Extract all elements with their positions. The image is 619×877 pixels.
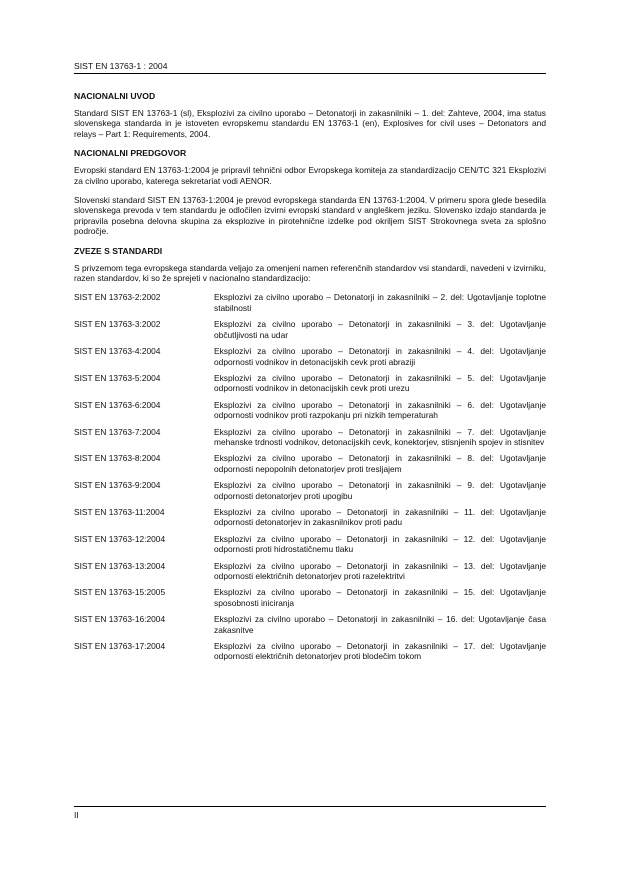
heading-zveze-s-standardi: ZVEZE S STANDARDI xyxy=(74,245,163,256)
reference-description: Eksplozivi za civilno uporabo – Detonatorji in zakasnilniki – 2. del: Ugotavljanje toplotne stabilnosti xyxy=(214,292,546,313)
reference-description: Eksplozivi za civilno uporabo – Detonatorji in zakasnilniki – 5. del: Ugotavljanje odpornosti vodnikov in detonacijskih cevk proti urezu xyxy=(214,372,546,394)
reference-code: SIST EN 13763-6:2004 xyxy=(74,399,161,410)
reference-description: Eksplozivi za civilno uporabo – Detonatorji in zakasnilniki – 17. del: Ugotavljanje odpornosti električnih detonatorjev proti blodečim tokom xyxy=(214,641,546,662)
reference-code: SIST EN 13763-9:2004 xyxy=(74,480,161,491)
reference-description: Eksplozivi za civilno uporabo – Detonatorji in zakasnilniki – 13. del: Ugotavljanje odpornosti električnih detonatorjev proti razelektritvi xyxy=(214,560,546,581)
reference-description: Eksplozivi za civilno uporabo – Detonatorji in zakasnilniki – 8. del: Ugotavljanje odpornosti nepopolnih detonatorjev proti tresljajem xyxy=(214,453,546,474)
heading-nacionalni-uvod: NACIONALNI UVOD xyxy=(74,91,156,101)
reference-row xyxy=(74,480,546,501)
reference-code: SIST EN 13763-11:2004 xyxy=(74,506,165,517)
reference-row xyxy=(74,507,546,528)
reference-row xyxy=(74,561,546,582)
reference-description: Eksplozivi za civilno uporabo – Detonatorji in zakasnilniki – 3. del: Ugotavljanje občutljivosti na udar xyxy=(214,319,546,340)
reference-code: SIST EN 13763-15:2005 xyxy=(74,587,166,598)
reference-description: Eksplozivi za civilno uporabo – Detonatorji in zakasnilniki – 16. del: Ugotavljanje časa zakasnitve xyxy=(214,614,546,635)
reference-description: Eksplozivi za civilno uporabo – Detonatorji in zakasnilniki – 4. del: Ugotavljanje odpornosti vodnikov in detonacijskih cevk proti abraziji xyxy=(214,346,546,367)
reference-code: SIST EN 13763-12:2004 xyxy=(74,533,166,544)
reference-row xyxy=(74,373,546,394)
reference-description: Eksplozivi za civilno uporabo – Detonatorji in zakasnilniki – 12. del: Ugotavljanje odpornosti proti hidrostatičnemu tlaku xyxy=(214,533,546,555)
reference-description: Eksplozivi za civilno uporabo – Detonatorji in zakasnilniki – 15. del: Ugotavljanje sposobnosti iniciranja xyxy=(214,587,546,608)
reference-code: SIST EN 13763-8:2004 xyxy=(74,453,161,464)
reference-row xyxy=(74,453,546,474)
reference-description: Eksplozivi za civilno uporabo – Detonatorji in zakasnilniki – 6. del: Ugotavljanje odpornosti vodnikov proti razpokanju pri nizkih temperaturah xyxy=(214,399,546,421)
reference-description: Eksplozivi za civilno uporabo – Detonatorji in zakasnilniki – 9. del: Ugotavljanje odpornosti detonatorjev proti upogibu xyxy=(214,480,546,501)
reference-row xyxy=(74,614,546,635)
reference-row xyxy=(74,534,546,555)
document-id: SIST EN 13763-1 : 2004 xyxy=(74,61,168,71)
reference-description: Eksplozivi za civilno uporabo – Detonatorji in zakasnilniki – 11. del: Ugotavljanje odpornosti detonatorjev in zakasnilnikov proti padu xyxy=(214,506,546,528)
reference-code: SIST EN 13763-4:2004 xyxy=(74,346,161,357)
reference-code: SIST EN 13763-13:2004 xyxy=(74,560,166,571)
reference-list xyxy=(74,292,546,661)
paragraph-predgovor-1: Evropski standard EN 13763-1:2004 je pripravil tehnični odbor Evropskega komiteja za standardizacijo CEN/TC 321 Eksplozivi za civilno uporabo, katerega sekretariat vodi AENOR. xyxy=(74,165,546,186)
reference-row xyxy=(74,346,546,367)
reference-code: SIST EN 13763-17:2004 xyxy=(74,641,166,652)
reference-code: SIST EN 13763-5:2004 xyxy=(74,372,161,383)
reference-row xyxy=(74,641,546,662)
page-content xyxy=(74,91,546,668)
reference-row xyxy=(74,400,546,421)
reference-description: Eksplozivi za civilno uporabo – Detonatorji in zakasnilniki – 7. del: Ugotavljanje mehanske trdnosti vodnikov, detonacijskih cevk, konektorjev, stisnjenih spojev in stisnitev xyxy=(214,426,546,447)
reference-row xyxy=(74,292,546,313)
reference-code: SIST EN 13763-2:2002 xyxy=(74,292,161,303)
page-number: II xyxy=(74,810,79,820)
reference-code: SIST EN 13763-16:2004 xyxy=(74,614,166,625)
header-divider xyxy=(74,73,546,74)
reference-row xyxy=(74,319,546,340)
paragraph-predgovor-2: Slovenski standard SIST EN 13763-1:2004 je prevod evropskega standarda EN 13763-1:2004. V primeru spora glede besedila slovenskega prevoda v tem standardu je odločilen izvirni evropski standard v angleškem jeziku. Slovensko izdajo standarda je pripravila posebna delovna skupina za eksplozive in pirotehnične izdelke pod okriljem SIST Strokovnega sveta za splošno področje. xyxy=(74,195,546,237)
footer-divider xyxy=(74,806,546,807)
heading-nacionalni-predgovor: NACIONALNI PREDGOVOR xyxy=(74,148,187,159)
reference-row xyxy=(74,427,546,448)
reference-code: SIST EN 13763-3:2002 xyxy=(74,319,161,330)
paragraph-nacionalni-uvod: Standard SIST EN 13763-1 (sl), Eksplozivi za civilno uporabo – Detonatorji in zakasnilniki – 1. del: Zahteve, 2004, ima status slovenskega standarda in je istoveten evropskemu standardu EN 13763-1 (en), Explosives for civil uses – Detonators and relays – Part 1: Requirements, 2004. xyxy=(74,108,546,139)
paragraph-zveze-intro: S privzemom tega evropskega standarda veljajo za omenjeni namen referenčnih standardov vsi standardi, navedeni v izvirniku, razen standardov, ki so že sprejeti v nacionalno standardizacijo: xyxy=(74,262,546,284)
reference-row xyxy=(74,587,546,608)
reference-code: SIST EN 13763-7:2004 xyxy=(74,426,161,437)
